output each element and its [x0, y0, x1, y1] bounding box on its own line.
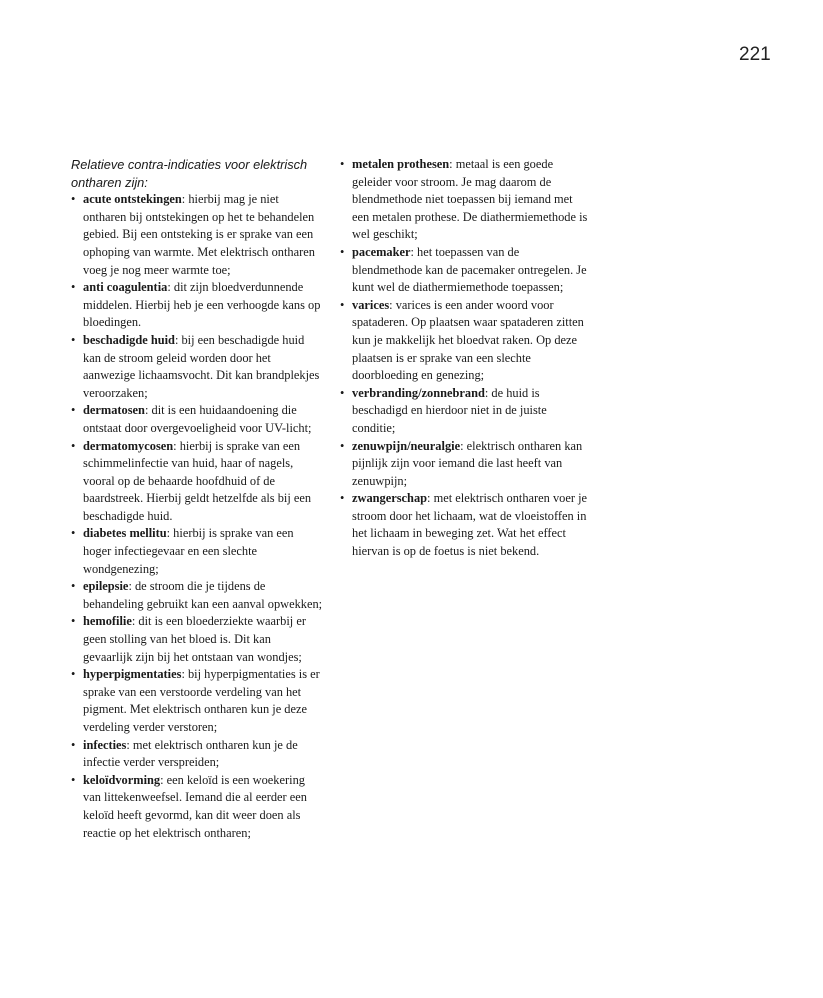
page-number: 221 — [739, 44, 771, 65]
bullet-icon: • — [71, 526, 76, 541]
bullet-icon: • — [340, 438, 345, 453]
list-item — [71, 666, 323, 736]
contraindication-list-left — [71, 191, 323, 842]
item-term: varices — [352, 297, 390, 312]
bullet-icon: • — [71, 667, 76, 682]
item-description: : hierbij is sprake van een schimmelinfectie van huid, haar of nagels, vooral op de behaarde hoofdhuid of de baardstreek. Hierbij geldt hetzelfde als bij een beschadigde huid. — [83, 438, 312, 523]
list-item — [340, 156, 590, 244]
item-term: keloïdvorming — [83, 772, 161, 787]
bullet-icon: • — [71, 192, 76, 207]
item-term: metalen prothesen — [352, 157, 450, 171]
item-term: anti coagulentia — [83, 280, 168, 295]
right-column — [340, 156, 590, 561]
item-description: : hierbij is sprake van een hoger infectiegevaar en een slechte wondgenezing; — [83, 526, 294, 576]
list-item — [71, 578, 323, 613]
bullet-icon: • — [71, 772, 76, 787]
list-item — [71, 191, 323, 279]
item-description: : hierbij mag je niet ontharen bij ontstekingen op het te behandelen gebied. Bij een ontsteking is er sprake van een ophoping van warmte. Met elektrisch ontharen voeg je nog meer warmte toe; — [83, 192, 315, 277]
list-item — [71, 613, 323, 666]
item-description: : een keloïd is een woekering van littekenweefsel. Iemand die al eerder een keloïd heeft gevormd, kan dit weer doen als reactie op het elektrisch ontharen; — [83, 772, 307, 840]
bullet-icon: • — [340, 297, 345, 312]
item-description: : bij hyperpigmentaties is er sprake van een verstoorde verdeling van het pigment. Met elektrisch ontharen kun je deze verdeling verder verstoren; — [83, 667, 320, 734]
contraindication-list-right — [340, 156, 590, 561]
item-term: verbranding/zonnebrand — [352, 385, 485, 400]
list-item — [340, 297, 590, 385]
item-description: : met elektrisch ontharen voer je stroom door het lichaam, wat de vloeistoffen in het lichaam in beweging zet. Wat het effect hiervan is op de foetus is niet bekend. — [352, 491, 588, 559]
item-description: : bij een beschadigde huid kan de stroom geleid worden door het aanwezige lichaamsvocht. Dit kan brandplekjes veroorzaken; — [83, 332, 320, 400]
intro-heading: Relatieve contra-indicaties voor elektrisch ontharen zijn: — [71, 157, 308, 190]
list-item — [71, 438, 323, 526]
item-description: : metaal is een goede geleider voor stroom. Je mag daarom de blendmethode niet toepassen bij iemand met een metalen prothese. De diathermiemethode is wel geschikt; — [352, 157, 588, 242]
item-term: epilepsie — [83, 579, 129, 594]
item-description: : het toepassen van de blendmethode kan de pacemaker ontregelen. Je kunt wel de diathermiemethode toepassen; — [352, 244, 587, 295]
bullet-icon: • — [71, 737, 76, 752]
item-description: : dit is een huidaandoening die ontstaat door overgevoeligheid voor UV-licht; — [83, 403, 312, 435]
bullet-icon: • — [340, 385, 345, 400]
list-item — [71, 525, 323, 578]
item-term: dermatosen — [83, 403, 145, 418]
item-term: zenuwpijn/neuralgie — [352, 438, 461, 453]
item-description: : de huid is beschadigd en hierdoor niet in de juiste conditie; — [352, 385, 547, 435]
item-term: acute ontstekingen — [83, 192, 182, 207]
bullet-icon: • — [340, 244, 345, 259]
item-term: hyperpigmentaties — [83, 667, 182, 682]
item-description: : dit zijn bloedverdunnende middelen. Hierbij heb je een verhoogde kans op bloedingen. — [83, 280, 321, 330]
bullet-icon: • — [340, 157, 345, 171]
item-description: : de stroom die je tijdens de behandeling gebruikt kan een aanval opwekken; — [83, 579, 323, 611]
list-item — [71, 772, 323, 842]
list-item — [71, 737, 323, 772]
list-item — [340, 490, 590, 560]
bullet-icon: • — [71, 579, 76, 594]
item-term: infecties — [83, 737, 127, 752]
item-term: hemofilie — [83, 614, 132, 629]
item-description: : elektrisch ontharen kan pijnlijk zijn voor iemand die last heeft van zenuwpijn; — [352, 438, 583, 488]
item-term: dermatomycosen — [83, 438, 174, 453]
list-item — [340, 438, 590, 491]
bullet-icon: • — [71, 280, 76, 295]
item-term: pacemaker — [352, 244, 411, 259]
list-item — [340, 385, 590, 438]
list-item — [71, 279, 323, 332]
item-term: zwangerschap — [352, 491, 428, 506]
bullet-icon: • — [71, 614, 76, 629]
item-description: : met elektrisch ontharen kun je de infectie verder verspreiden; — [83, 737, 298, 770]
list-item — [340, 244, 590, 297]
left-column — [71, 156, 323, 842]
item-term: diabetes mellitu — [83, 526, 167, 541]
bullet-icon: • — [71, 438, 76, 453]
item-description: : dit is een bloederziekte waarbij er geen stolling van het bloed is. Dit kan gevaarlijk zijn bij het ontstaan van wondjes; — [83, 614, 306, 664]
item-description: : varices is een ander woord voor spataderen. Op plaatsen waar spataderen zitten kun je makkelijk het bloedvat raken. Op deze plaatsen is er sprake van een slechte doorbloeding en genezing; — [352, 297, 584, 383]
bullet-icon: • — [71, 332, 76, 347]
bullet-icon: • — [340, 491, 345, 506]
list-item — [71, 332, 323, 402]
list-item — [71, 402, 323, 437]
item-term: beschadigde huid — [83, 332, 175, 347]
bullet-icon: • — [71, 403, 76, 418]
